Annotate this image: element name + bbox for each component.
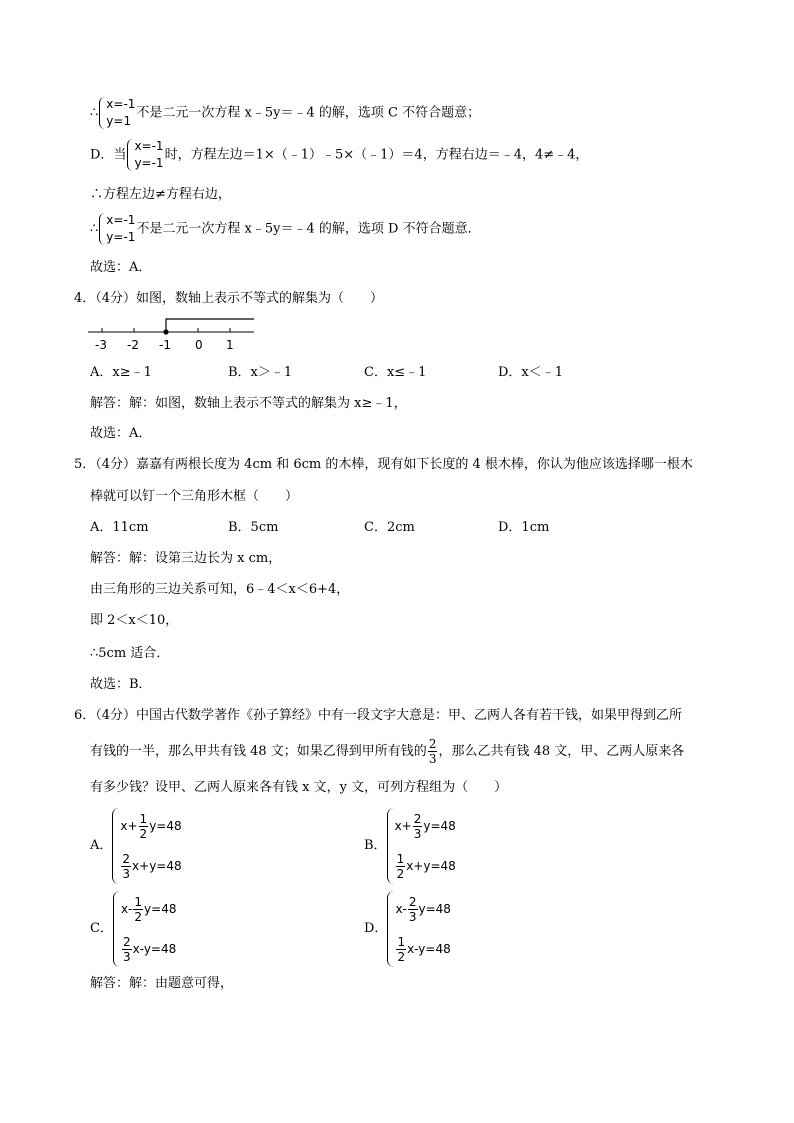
choice-line: 故选：B． (90, 677, 152, 692)
question-6-answer: 解答：解：由题意可得， (90, 976, 234, 991)
axis-label: -2 (127, 338, 139, 352)
equation-system: x- $\frac{1}{2}$ y=48 $\frac{2}{3}$ x-y=48 (113, 889, 177, 969)
option-b: B．x＞﹣1 (228, 365, 293, 380)
solution-d-result: ∴ x=-1 y=-1 不是二元一次方程 x﹣5y＝﹣4 的解，选项 D 不符合题意． (90, 213, 481, 244)
question-5-stem-cont: 棒就可以钉一个三角形木框（ ） (90, 489, 299, 504)
solution-d-line: D．当 x=-1 y=-1 时，方程左边＝1×（﹣1）﹣5×（﹣1）＝4，方程右边＝﹣4，4≠﹣4， (90, 139, 589, 170)
choice-line: 故选：A． (90, 260, 152, 275)
option-a: A． x+ $\frac{1}{2}$ y=48 $\frac{2}{3}$ x+y=48 (90, 806, 182, 886)
fraction: $\frac{2}{3}$ (428, 737, 437, 766)
equation-system: x=-1 y=-1 (127, 138, 163, 172)
option-c: C．2cm (364, 520, 415, 535)
equation-system: x+ $\frac{2}{3}$ y=48 $\frac{1}{2}$ x+y=48 (387, 806, 456, 886)
option-b: B．5cm (228, 520, 279, 535)
question-6-stem-cont: 有多少钱？设甲、乙两人原来各有钱 x 文，y 文，可列方程组为（ ） (90, 780, 508, 795)
answer-line: ∴5cm 适合． (90, 646, 170, 661)
question-5-answer: 解答：解：设第三边长为 x cm， (90, 551, 282, 566)
choice-line: 故选：A． (90, 426, 152, 441)
number-line-figure (88, 316, 268, 338)
option-a: A．x≥﹣1 (90, 365, 152, 380)
solution-conclusion: ∴方程左边≠方程右边， (90, 187, 231, 202)
equation-system: x+ $\frac{1}{2}$ y=48 $\frac{2}{3}$ x+y=48 (112, 806, 181, 886)
closed-dot (163, 329, 168, 334)
question-5-stem: 5．（4分）嘉嘉有两根长度为 4cm 和 6cm 的木棒，现有如下长度的 4 根木棒，你认为他应该选择哪一根木 (74, 457, 693, 472)
question-4-answer: 解答：解：如图，数轴上表示不等式的解集为 x≥﹣1， (90, 396, 407, 411)
axis-label: -1 (159, 338, 171, 352)
solution-set-bracket (166, 319, 254, 332)
option-c: C．x≤﹣1 (364, 365, 427, 380)
axis-label: 1 (226, 338, 234, 352)
option-d: D． x- $\frac{2}{3}$ y=48 $\frac{1}{2}$ x-y=48 (364, 889, 451, 969)
answer-line: 由三角形的三边关系可知，6﹣4＜x＜6+4， (90, 582, 350, 597)
question-6-stem-cont: 有钱的一半，那么甲共有钱 48 文；如果乙得到甲所有钱的 $\frac{2}{3}$ ，那么乙共有钱 48 文，甲、乙两人原来各 (90, 737, 685, 766)
option-b: B． x+ $\frac{2}{3}$ y=48 $\frac{1}{2}$ x+y=48 (364, 806, 456, 886)
question-4-stem: 4．（4分）如图，数轴上表示不等式的解集为（ ） (74, 291, 384, 306)
equation-system: x=-1 y=1 (99, 96, 135, 130)
option-a: A．11cm (90, 520, 149, 535)
equation-system: x- $\frac{2}{3}$ y=48 $\frac{1}{2}$ x-y=48 (387, 889, 451, 969)
answer-line: 即 2＜x＜10， (90, 613, 179, 628)
equation-system: x=-1 y=-1 (99, 212, 135, 246)
axis-label: -3 (95, 338, 107, 352)
question-6-stem: 6．（4分）中国古代数学著作《孙子算经》中有一段文字大意是：甲、乙两人各有若干钱，如果甲得到乙所 (74, 708, 683, 723)
option-d: D．x＜﹣1 (498, 365, 564, 380)
option-c: C． x- $\frac{1}{2}$ y=48 $\frac{2}{3}$ x-y=48 (90, 889, 176, 969)
axis-label: 0 (195, 338, 203, 352)
option-d: D．1cm (498, 520, 550, 535)
solution-c-line: ∴ x=-1 y=1 不是二元一次方程 x﹣5y＝﹣4 的解，选项 C 不符合题意； (90, 97, 481, 128)
